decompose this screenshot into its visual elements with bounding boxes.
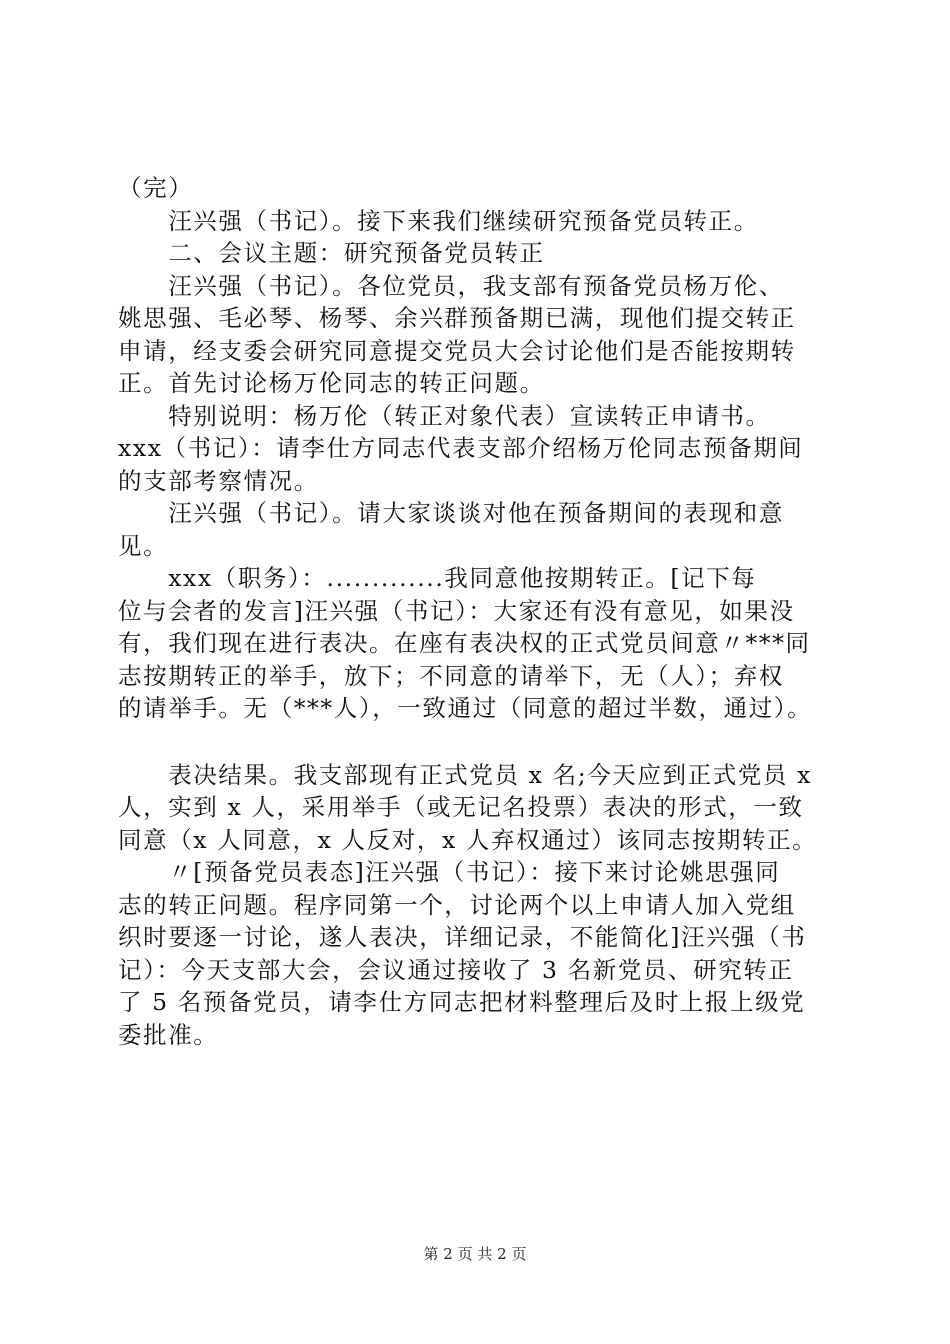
text-line: 特别说明：杨万伦（转正对象代表）宣读转正申请书。: [118, 401, 771, 430]
text-line: 申请，经支委会研究同意提交党员大会讨论他们是否能按期转: [118, 336, 796, 365]
text-line: 见。: [118, 531, 169, 560]
text-line: 委批准。: [118, 1020, 219, 1049]
text-line: 同意（x 人同意，x 人反对，x 人弃权通过）该同志按期转正。: [118, 825, 818, 854]
text-line: 表决结果。我支部现有正式党员 x 名;今天应到正式党员 x: [118, 760, 812, 789]
text-line: 位与会者的发言]汪兴强（书记）：大家还有没有意见，如果没: [118, 596, 795, 625]
text-line: 志按期转正的举手，放下；不同意的请举下，无（人）；弃权: [118, 661, 784, 690]
text-line: 志的转正问题。程序同第一个，讨论两个以上申请人加入党组: [118, 890, 796, 919]
text-line: 〃[预备党员表态]汪兴强（书记）：接下来讨论姚思强同: [118, 858, 781, 886]
text-line: 有，我们现在进行表决。在座有表决权的正式党员间意〃***同: [118, 629, 811, 657]
page-number-footer: 第 2 页 共 2 页: [423, 1245, 527, 1263]
text-line: 汪兴强（书记）。各位党员，我支部有预备党员杨万伦、: [118, 271, 784, 300]
text-line: 织时要逐一讨论，遂人表决，详细记录，不能简化]汪兴强（书: [118, 923, 807, 951]
text-line: 了 5 名预备党员，请李仕方同志把材料整理后及时上报上级党: [118, 988, 806, 1016]
text-line: 汪兴强（书记）。请大家谈谈对他在预备期间的表现和意: [118, 499, 784, 527]
text-line: xxx（书记）：请李仕方同志代表支部介绍杨万伦同志预备期间: [118, 434, 804, 462]
text-line: 汪兴强（书记）。接下来我们继续研究预备党员转正。: [118, 206, 759, 235]
text-line: xxx（职务）：.............我同意他按期转正。[记下每: [118, 564, 757, 592]
document-body: [118, 172, 848, 1051]
text-line: 记）：今天支部大会，会议通过接收了 3 名新党员、研究转正: [118, 955, 794, 984]
text-line: 的请举手。无（***人），一致通过（同意的超过半数，通过）。: [118, 694, 813, 722]
paragraph-gap: [118, 725, 848, 759]
section-heading: 二、会议主题：研究预备党员转正: [118, 239, 545, 267]
text-line: 的支部考察情况。: [118, 466, 319, 495]
text-line: （完）: [118, 174, 194, 202]
text-line: 正。首先讨论杨万伦同志的转正问题。: [118, 369, 545, 397]
text-line: 人，实到 x 人，采用举手（或无记名投票）表决的形式，一致: [118, 793, 804, 821]
text-line: 姚思强、毛必琴、杨琴、余兴群预备期已满，现他们提交转正: [118, 304, 796, 332]
